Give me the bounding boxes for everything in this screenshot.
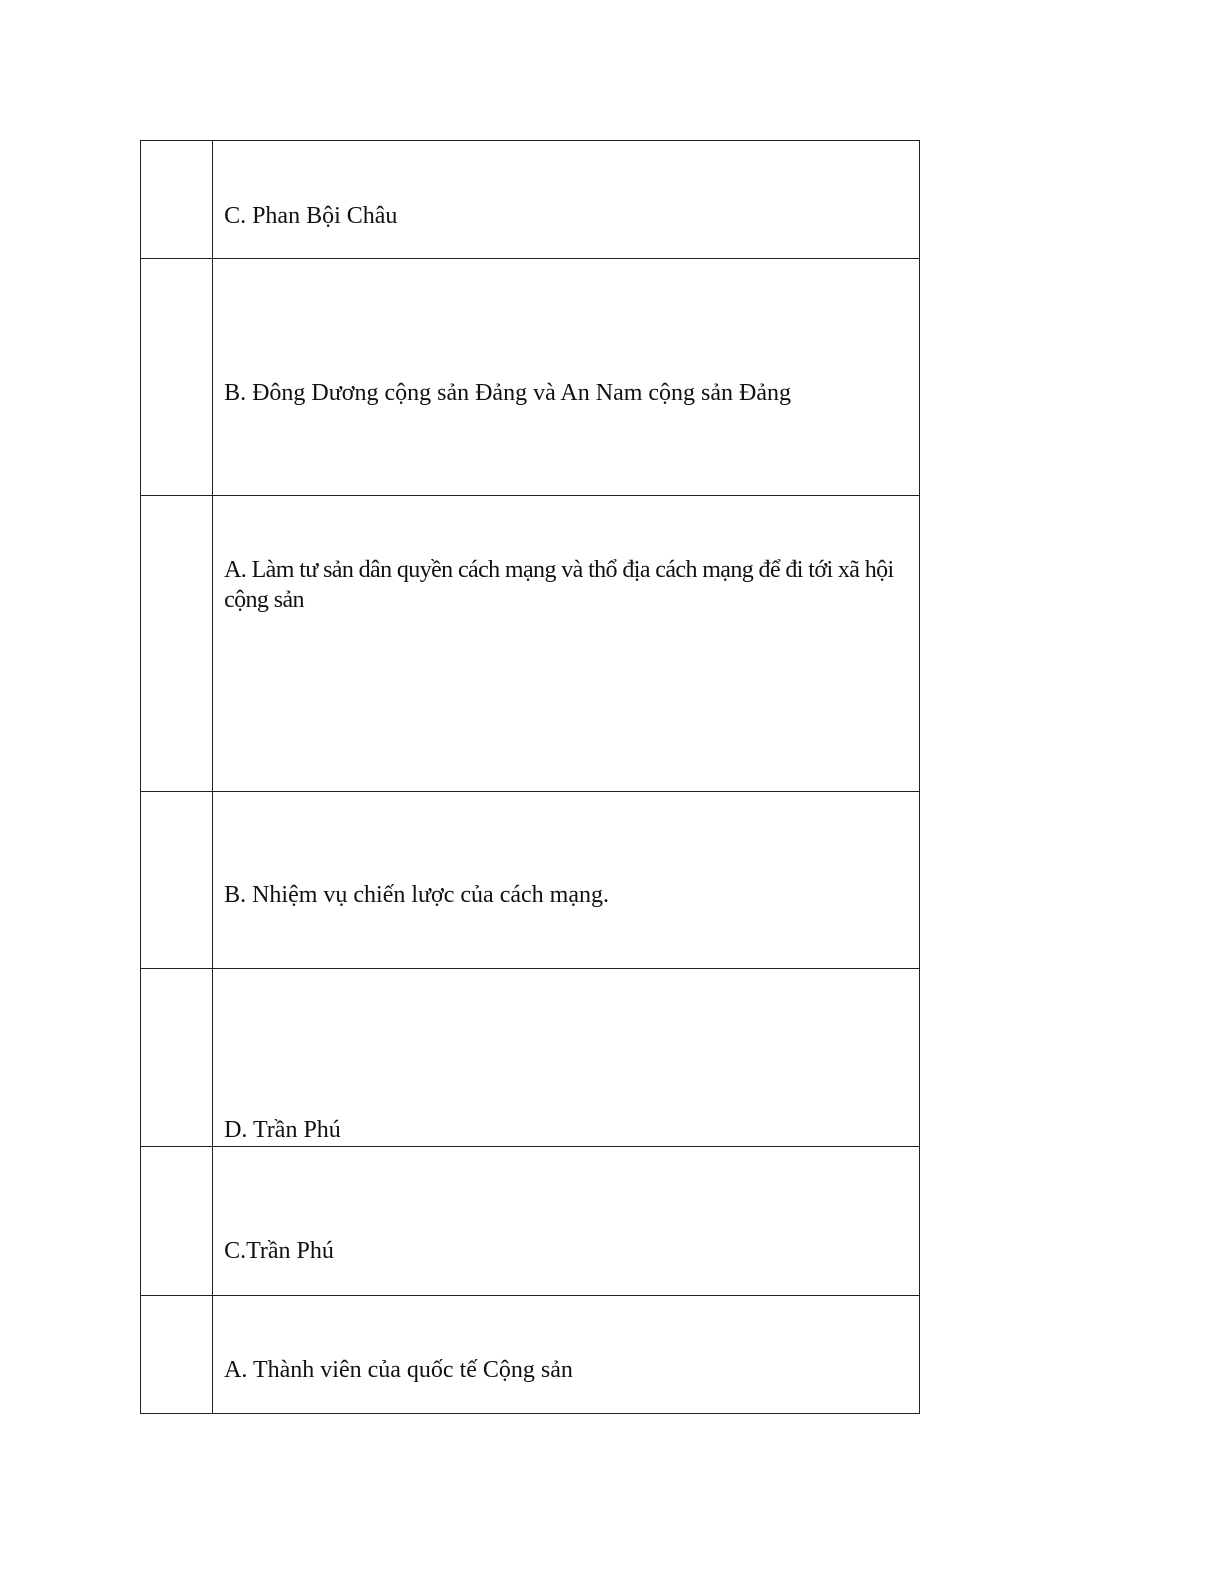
answer-cell (213, 969, 920, 1147)
table-row (141, 792, 920, 969)
table-row (141, 496, 920, 792)
answer-cell (213, 141, 920, 259)
table-row (141, 141, 920, 259)
table-row (141, 969, 920, 1147)
number-cell (141, 259, 213, 496)
answer-cell (213, 1147, 920, 1296)
answer-cell (213, 496, 920, 792)
answer-cell (213, 259, 920, 496)
number-cell (141, 969, 213, 1147)
answer-text: C. Phan Bội Châu (224, 203, 398, 229)
answer-text: B. Nhiệm vụ chiến lược của cách mạng. (224, 882, 609, 908)
answer-text: C.Trần Phú (224, 1238, 334, 1264)
answer-text: B. Đông Dương cộng sản Đảng và An Nam cộng sản Đảng (224, 380, 792, 406)
table-row (141, 1147, 920, 1296)
table-row (141, 1296, 920, 1414)
answer-table (140, 140, 920, 1414)
answer-text: A. Làm tư sản dân quyền cách mạng và thổ địa cách mạng để đi tới xã hội cộng sản (224, 557, 894, 613)
number-cell (141, 141, 213, 259)
number-cell (141, 792, 213, 969)
number-cell (141, 1296, 213, 1414)
table-row (141, 259, 920, 496)
number-cell (141, 1147, 213, 1296)
answer-text: D. Trần Phú (224, 1117, 341, 1143)
answer-cell (213, 792, 920, 969)
answer-text: A. Thành viên của quốc tế Cộng sản (224, 1357, 573, 1383)
number-cell (141, 496, 213, 792)
answer-cell (213, 1296, 920, 1414)
